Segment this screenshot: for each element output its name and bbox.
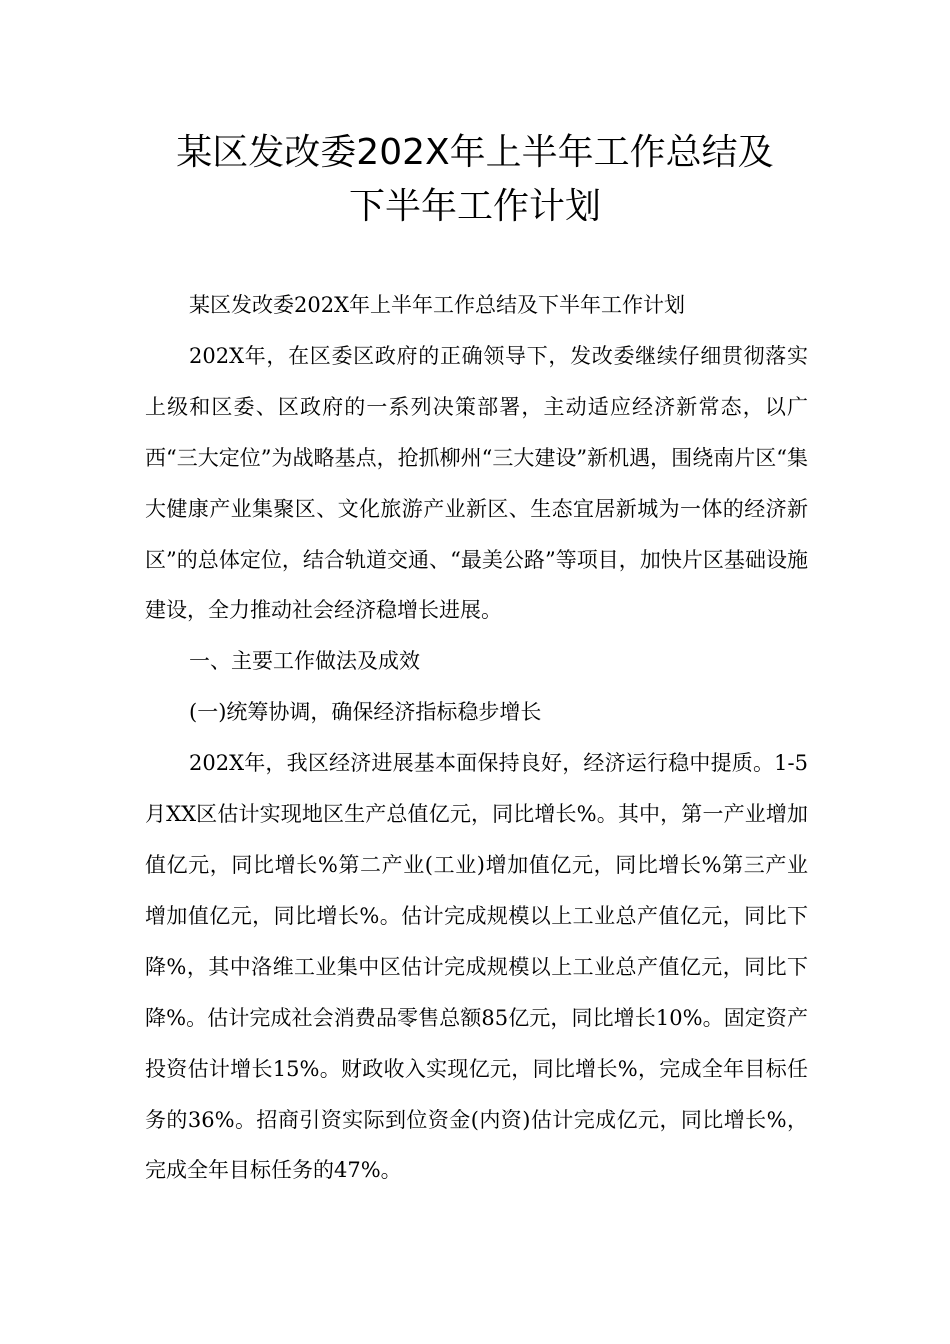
- title-line-2: 下半年工作计划: [348, 186, 601, 227]
- title-line-1: 某区发改委202X年上半年工作总结及: [176, 132, 774, 173]
- section-heading: 一、主要工作做法及成效: [189, 649, 420, 674]
- intro-paragraph: 202X年，在区委区政府的正确领导下，发改委继续仔细贯彻落实上级和区委、区政府的一系列决策部署，主动适应经济新常态，以广西“三大定位”为战略基点，抢抓柳州“三大建设”新机遇，围绕南片区“集大健康产业集聚区、文化旅游产业新区、生态宜居新城为一体的经济新区”的总体定位，结合轨道交通、“最美公路”等项目，加快片区基础设施建设，全力推动社会经济稳增长进展。: [145, 343, 808, 623]
- document-body: [145, 280, 808, 1196]
- subtitle-paragraph: 某区发改委202X年上半年工作总结及下半年工作计划: [189, 293, 686, 317]
- economy-paragraph: 202X年，我区经济进展基本面保持良好，经济运行稳中提质。1-5月XX区估计实现地区生产总值亿元，同比增长%。其中，第一产业增加值亿元，同比增长%第二产业(工业)增加值亿元，同比增长%第三产业增加值亿元，同比增长%。估计完成规模以上工业总产值亿元，同比下降%，其中洛维工业集中区估计完成规模以上工业总产值亿元，同比下降%。估计完成社会消费品零售总额85亿元，同比增长10%。固定资产投资估计增长15%。财政收入实现亿元，同比增长%，完成全年目标任务的36%。招商引资实际到位资金(内资)估计完成亿元，同比增长%，完成全年目标任务的47%。: [145, 751, 808, 1183]
- subsection-heading: (一)统筹协调，确保经济指标稳步增长: [189, 700, 542, 725]
- document-title: [100, 126, 850, 234]
